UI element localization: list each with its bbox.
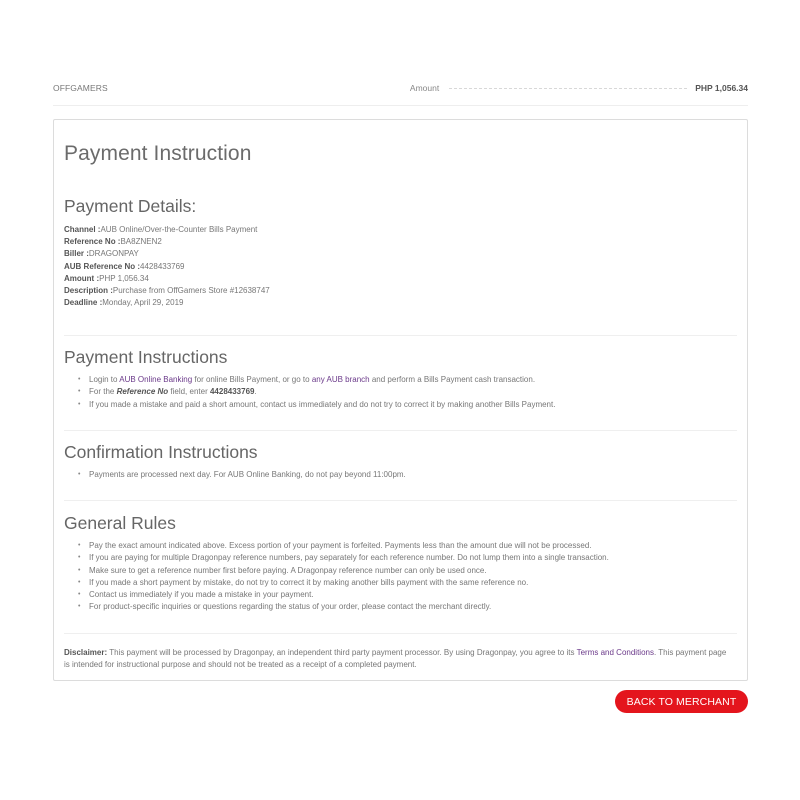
detail-value: Purchase from OffGamers Store #12638747 (112, 286, 270, 296)
detail-label: Reference No : (64, 237, 121, 247)
detail-label: Deadline : (64, 298, 103, 308)
detail-value: BA8ZNEN2 (120, 237, 162, 247)
detail-value: PHP 1,056.34 (99, 273, 149, 283)
detail-label: Channel : (64, 225, 101, 234)
list-item: • Contact us immediately if you made a mistake in your payment. (78, 589, 609, 601)
section-divider (64, 430, 737, 431)
disclaimer-text: . This payment page is intended for instructional purpose and should not be treated as a receipt of a completed payment. (64, 648, 727, 670)
section-divider (64, 335, 737, 336)
amount-summary (410, 83, 748, 93)
payment-details-heading: Payment Details: (64, 196, 197, 216)
detail-label: Amount : (64, 273, 100, 283)
confirmation-instructions-list (78, 469, 406, 481)
section-divider (64, 633, 737, 634)
disclaimer-text: This payment will be processed by Dragonpay, an independent third party payment processor. By using Dragonpay, you agree to its (107, 648, 577, 657)
payment-details-list (64, 224, 270, 309)
text: field, enter (168, 387, 210, 397)
detail-label: Description : (64, 286, 113, 296)
detail-value: DRAGONPAY (88, 249, 139, 259)
reference-number-value: 4428433769 (209, 387, 255, 397)
list-item: • Payments are processed next day. For AUB Online Banking, do not pay beyond 11:00pm. (78, 469, 406, 481)
detail-row-channel (64, 224, 270, 236)
amount-value: PHP 1,056.34 (695, 83, 748, 93)
text: Login to (89, 375, 120, 384)
header-divider (53, 105, 748, 106)
general-rules-list (78, 540, 609, 614)
header-bar (53, 81, 748, 95)
page-title: Payment Instruction (64, 142, 252, 165)
detail-value: 4428433769 (140, 261, 185, 271)
detail-row-amount (64, 273, 270, 285)
general-rules-heading: General Rules (64, 513, 176, 533)
disclaimer-label: Disclaimer: (64, 648, 108, 657)
detail-label: Biller : (64, 249, 89, 259)
amount-label: Amount (409, 83, 440, 93)
list-item: • Pay the exact amount indicated above. Excess portion of your payment is forfeited. Payments less than the amount due will not be processed. (78, 540, 609, 552)
text: for online Bills Payment, or go to (192, 375, 312, 384)
list-item: • For product-specific inquiries or questions regarding the status of your order, please contact the merchant directly. (78, 601, 609, 613)
any-aub-branch-link[interactable]: any AUB branch (311, 375, 370, 384)
list-item: • If you are paying for multiple Dragonpay reference numbers, pay separately for each reference number. Do not lump them into a single transaction. (78, 552, 609, 564)
disclaimer (64, 647, 734, 671)
detail-row-description (64, 285, 270, 297)
detail-label: AUB Reference No : (64, 261, 141, 271)
list-item: • If you made a short payment by mistake, do not try to correct it by making another bills payment with the same reference no. (78, 577, 609, 589)
detail-value: Monday, April 29, 2019 (102, 298, 184, 308)
list-item: • Make sure to get a reference number first before paying. A Dragonpay reference number can only be used once. (78, 565, 609, 577)
aub-online-banking-link[interactable]: AUB Online Banking (119, 375, 193, 384)
text: and perform a Bills Payment cash transaction. (369, 375, 536, 384)
back-to-merchant-button[interactable]: BACK TO MERCHANT (615, 690, 748, 713)
payment-instructions-list (78, 374, 555, 411)
text: . (254, 387, 257, 397)
detail-row-aub-reference-no (64, 261, 270, 273)
merchant-name: OFFGAMERS (53, 83, 108, 93)
terms-and-conditions-link[interactable]: Terms and Conditions (576, 648, 654, 657)
detail-value: AUB Online/Over-the-Counter Bills Payment (100, 225, 258, 234)
list-item (78, 386, 555, 398)
confirmation-instructions-heading: Confirmation Instructions (64, 442, 258, 462)
section-divider (64, 500, 737, 501)
reference-field-name: Reference No (116, 387, 169, 397)
list-item (78, 374, 555, 386)
text: For the (89, 387, 117, 397)
amount-leader-dots (449, 88, 687, 89)
detail-row-deadline (64, 297, 270, 309)
detail-row-reference-no (64, 236, 270, 248)
instruction-card (53, 119, 748, 681)
payment-instructions-heading: Payment Instructions (64, 347, 228, 367)
list-item: • If you made a mistake and paid a short amount, contact us immediately and do not try to correct it by making another Bills Payment. (78, 399, 555, 411)
detail-row-biller (64, 248, 270, 260)
